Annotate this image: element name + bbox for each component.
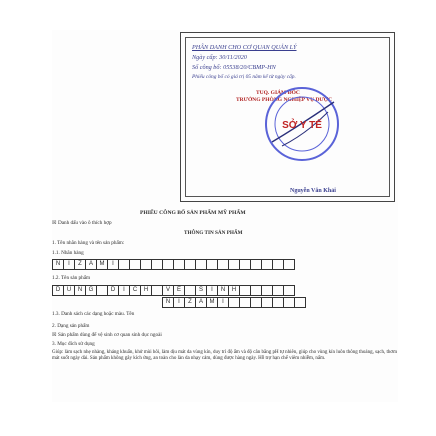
product-letter-cell — [283, 285, 295, 296]
product-letter-cell: D — [107, 285, 119, 296]
product-letter-cell: H — [140, 285, 152, 296]
product-letter-cell: I — [206, 285, 218, 296]
brand-letter-cell: Z — [74, 259, 86, 270]
brand-letter-cell: A — [85, 259, 97, 270]
brand-letter-cell: I — [107, 259, 119, 270]
stamp-signer-title: TUQ. GIÁM ĐỐC — [256, 90, 300, 96]
item-3: 3. Mục đích sử dụng — [52, 341, 95, 347]
section-heading: THÔNG TIN SẢN PHẨM — [184, 230, 243, 236]
attachment-note: ☒ Danh dấu vào ô thích hợp — [52, 220, 112, 226]
stamp-signer-subtitle: TRƯỞNG PHÒNG NGHIỆP VỤ DƯỢC — [236, 97, 333, 103]
product-letter-cell: M — [206, 297, 218, 308]
brand-letter-cell: N — [52, 259, 64, 270]
item-1-3: 1.3. Danh sách các dạng hoặc màu. Tên — [52, 311, 135, 317]
product-letter-cell: N — [162, 297, 174, 308]
stamp-header: PHÂN DANH CHO CƠ QUAN QUẢN LÝ — [192, 44, 297, 51]
product-letter-cell: S — [195, 285, 207, 296]
stamp-number: Số công bố: 05538/20/CBMP-HN — [192, 64, 276, 71]
product-letter-cell: I — [173, 297, 185, 308]
item-2: 2. Dạng sản phẩm — [52, 323, 90, 329]
authority-stamp-inner — [185, 37, 390, 197]
document-heading: PHIẾU CÔNG BỐ SẢN PHẨM MỸ PHẨM — [140, 210, 246, 216]
product-letter-cell: U — [63, 285, 75, 296]
authority-stamp-box — [180, 32, 395, 202]
product-letter-cell: I — [217, 297, 229, 308]
product-letter-cell: A — [195, 297, 207, 308]
product-name-row-1 — [52, 285, 294, 296]
item-1-2: 1.2. Tên sản phẩm — [52, 275, 91, 281]
stamp-validity: Phiếu công bố có giá trị 05 năm kể từ ngày cấp. — [192, 74, 296, 80]
stamp-date: Ngày cấp: 30/11/2020 — [192, 54, 247, 61]
product-letter-cell: E — [173, 285, 185, 296]
document-page — [52, 30, 398, 402]
product-letter-cell: D — [52, 285, 64, 296]
brand-letter-cell: I — [63, 259, 75, 270]
product-letter-cell: V — [162, 285, 174, 296]
product-letter-cell: Z — [184, 297, 196, 308]
product-letter-cell: G — [85, 285, 97, 296]
brand-letter-cell: M — [96, 259, 108, 270]
product-letter-cell — [294, 297, 306, 308]
item-1: 1. Tên nhãn hàng và tên sản phẩm: — [52, 240, 125, 246]
product-letter-cell: I — [118, 285, 130, 296]
official-seal-icon — [262, 84, 342, 164]
product-letter-cell: N — [217, 285, 229, 296]
product-letter-cell: N — [74, 285, 86, 296]
brand-letter-cell — [283, 259, 295, 270]
product-name-row-2 — [162, 297, 305, 308]
item-2-option: ☒ Sản phẩm dùng để vệ sinh cơ quan sinh dục ngoài — [52, 332, 162, 338]
signer-name: Nguyễn Văn Khải — [290, 188, 336, 194]
product-letter-cell: C — [129, 285, 141, 296]
item-1-1: 1.1. Nhãn hàng — [52, 250, 84, 256]
seal-text: SỞ Y TẾ — [282, 120, 322, 131]
product-letter-cell: H — [228, 285, 240, 296]
brand-cells — [52, 259, 294, 270]
purpose-paragraph: Giúp: làm sạch nhẹ nhàng, kháng khuẩn, khử mùi hôi, làm dịu mát da vùng kín, duy trì độ ẩm và độ cân bằng pH tự nhiên, giúp cho vùng kín luôn thông thoáng, sạch, thơm mát suốt ngày dài. Sản phẩm không gây kích ứng, an toàn cho làn da nhạy cảm, dùng được hàng ngày. Hỗ trợ hạn chế viêm nhiễm, nấm. — [52, 350, 397, 362]
